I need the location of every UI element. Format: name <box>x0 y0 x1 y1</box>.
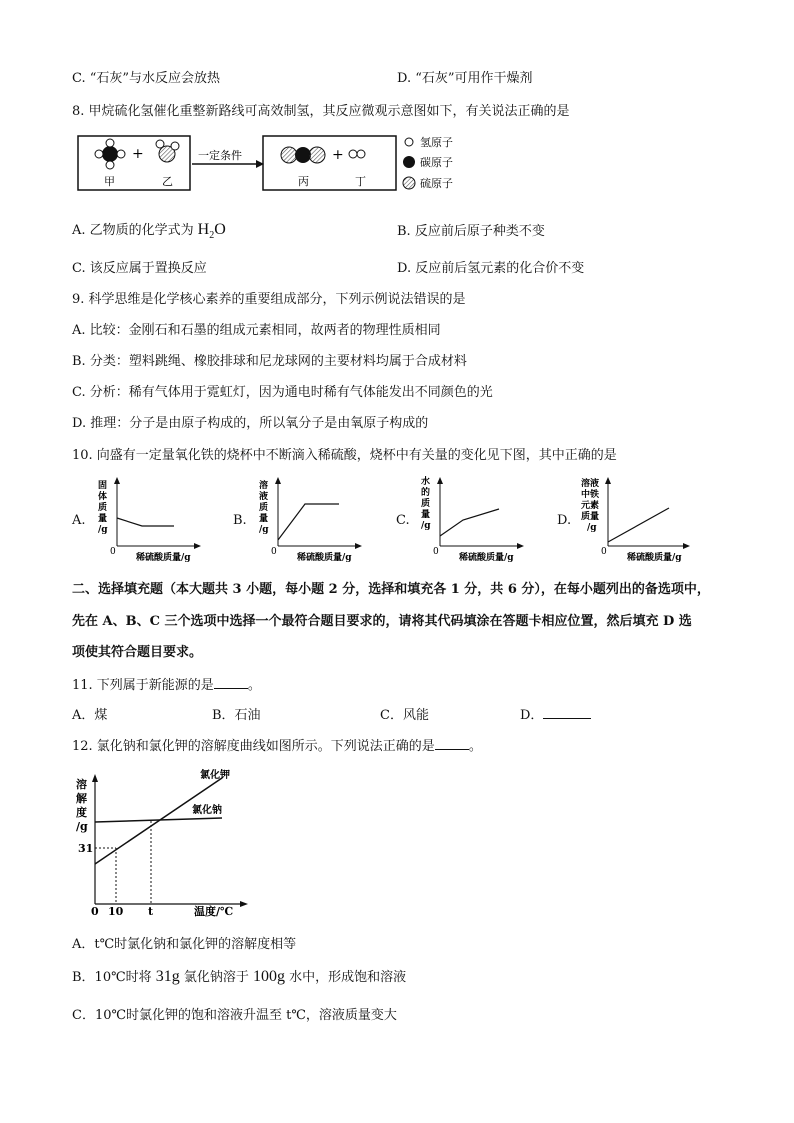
svg-text:体: 体 <box>98 492 108 502</box>
svg-text:质: 质 <box>421 499 431 509</box>
q10-graph-b <box>253 474 373 566</box>
q8-option-d: D. 反应前后氢元素的化合价不变 <box>397 261 585 276</box>
nacl-label: 氯化钠 <box>192 805 222 816</box>
svg-text:水: 水 <box>421 477 431 487</box>
q9-option-b: B. 分类：塑料跳绳、橡胶排球和尼龙球网的主要材料均属于合成材料 <box>72 354 467 369</box>
q7-option-d: D. “石灰”可用作干燥剂 <box>397 71 533 86</box>
legend-carbon-icon <box>403 156 415 168</box>
product-box <box>263 136 396 190</box>
svg-text:稀硫酸质量/g: 稀硫酸质量/g <box>297 553 352 563</box>
q11-option-b: B．石油 <box>212 708 261 723</box>
svg-text:量: 量 <box>259 514 269 524</box>
carbon-disulfide-molecule <box>281 147 325 163</box>
svg-text:/g: /g <box>259 525 269 535</box>
q8-option-c: C. 该反应属于置换反应 <box>72 261 207 276</box>
q10-graph-c <box>415 474 535 566</box>
curve-c <box>440 509 499 536</box>
svg-text:0: 0 <box>271 547 277 557</box>
legend <box>403 135 453 190</box>
svg-text:质: 质 <box>259 503 269 513</box>
svg-text:0: 0 <box>110 547 116 557</box>
svg-text:/g: /g <box>98 525 108 535</box>
q10-graph-a <box>92 474 212 566</box>
svg-text:31: 31 <box>78 842 94 855</box>
q11-option-d-blank <box>543 706 591 719</box>
svg-text:中铁: 中铁 <box>581 490 600 500</box>
q9-stem: 9. 科学思维是化学核心素养的重要组成部分，下列示例说法错误的是 <box>72 292 466 307</box>
plus-sign-1: + <box>132 146 144 162</box>
q12-option-c: C．10℃时氯化钾的饱和溶液升温至 t℃，溶液质量变大 <box>72 1008 397 1023</box>
q12-solubility-graph <box>70 766 250 918</box>
q11-option-c: C．风能 <box>380 708 429 723</box>
svg-text:固: 固 <box>98 481 108 491</box>
plus-sign-2: + <box>332 147 344 163</box>
hydrogen-sulfide-molecule <box>156 140 179 162</box>
q10-stem: 10. 向盛有一定量氧化铁的烧杯中不断滴入稀硫酸，烧杯中有关量的变化见下图，其中正确的是 <box>72 448 617 463</box>
section2-line2: 先在 A、B、C 三个选项中选择一个最符合题目要求的，请将其代码填涂在答题卡相应位置，然后填充 D 选 <box>72 614 692 629</box>
legend-hydrogen-icon <box>405 138 413 146</box>
label-yi: 乙 <box>162 175 173 188</box>
svg-text:元素: 元素 <box>581 501 600 511</box>
curve-b <box>278 504 339 540</box>
svg-text:0: 0 <box>91 905 99 918</box>
svg-text:量: 量 <box>98 514 108 524</box>
section2-line1: 二、选择填充题（本大题共 3 小题，每小题 2 分，选择和填充各 1 分，共 6 分），在每小题列出的备选项中， <box>72 582 710 597</box>
hydrogen-molecule <box>349 150 365 158</box>
svg-text:溶: 溶 <box>259 481 269 491</box>
q10-graph-a-option: A. <box>72 513 86 528</box>
q7-option-c: C. “石灰”与水反应会放热 <box>72 71 221 86</box>
curve-a <box>117 518 174 526</box>
svg-text:溶: 溶 <box>76 778 87 791</box>
q12-option-a: A．t℃时氯化钠和氯化钾的溶解度相等 <box>72 937 297 952</box>
kcl-label: 氯化钾 <box>200 770 230 781</box>
svg-text:温度/℃: 温度/℃ <box>194 905 234 918</box>
q8-reaction-diagram <box>70 128 470 198</box>
q10-graph-d-option: D. <box>557 513 572 528</box>
svg-text:的: 的 <box>421 488 431 498</box>
q9-option-a: A. 比较：金刚石和石墨的组成元素相同，故两者的物理性质相同 <box>72 323 441 338</box>
svg-text:/g: /g <box>76 820 88 833</box>
q9-option-d: D. 推理：分子是由原子构成的，所以氧分子是由氧原子构成的 <box>72 416 429 431</box>
methane-molecule <box>95 139 125 169</box>
q8-option-b: B. 反应前后原子种类不变 <box>397 224 545 239</box>
q11-answer-blank <box>214 676 248 689</box>
q10-graph-d <box>575 474 695 566</box>
q10-graph-b-option: B. <box>233 513 247 528</box>
legend-sulfur-icon <box>403 177 415 189</box>
svg-text:稀硫酸质量/g: 稀硫酸质量/g <box>627 553 682 563</box>
q11-option-d: D． <box>520 704 591 723</box>
legend-sulfur: 硫原子 <box>420 177 453 190</box>
legend-hydrogen: 氢原子 <box>420 136 453 149</box>
q9-option-c: C. 分析：稀有气体用于霓虹灯，因为通电时稀有气体能发出不同颜色的光 <box>72 385 493 400</box>
label-bing: 丙 <box>298 175 309 188</box>
svg-text:质: 质 <box>98 503 108 513</box>
svg-text:度: 度 <box>76 806 87 819</box>
svg-text:/g: /g <box>587 523 597 533</box>
q12-answer-blank <box>435 737 469 750</box>
svg-text:解: 解 <box>76 792 87 805</box>
legend-carbon: 碳原子 <box>420 156 453 169</box>
q8-stem: 8. 甲烷硫化氢催化重整新路线可高效制氢，其反应微观示意图如下，有关说法正确的是 <box>72 104 570 119</box>
svg-text:0: 0 <box>433 547 439 557</box>
svg-text:稀硫酸质量/g: 稀硫酸质量/g <box>459 553 514 563</box>
svg-text:稀硫酸质量/g: 稀硫酸质量/g <box>136 553 191 563</box>
svg-text:液: 液 <box>259 492 269 502</box>
q11-option-a: A．煤 <box>72 708 108 723</box>
label-ding: 丁 <box>355 175 366 188</box>
svg-text:10: 10 <box>108 905 124 918</box>
q12-stem: 12. 氯化钠和氯化钾的溶解度曲线如图所示。下列说法正确的是 。 <box>72 739 482 754</box>
svg-text:/g: /g <box>421 521 431 531</box>
condition-label: 一定条件 <box>198 149 242 162</box>
svg-text:量: 量 <box>421 510 431 520</box>
q8-option-a: A. 乙物质的化学式为 $H_2O$ <box>72 221 226 242</box>
svg-text:溶液: 溶液 <box>581 479 600 489</box>
svg-text:质量: 质量 <box>581 512 600 522</box>
curve-d <box>608 508 669 542</box>
label-jia: 甲 <box>104 175 115 188</box>
svg-text:0: 0 <box>601 547 607 557</box>
q11-stem: 11. 下列属于新能源的是 。 <box>72 678 261 693</box>
svg-text:t: t <box>148 905 154 918</box>
q12-option-b: B．10℃时将 31g 氯化钠溶于 100g 水中，形成饱和溶液 <box>72 968 407 985</box>
section2-line3: 项使其符合题目要求。 <box>72 645 203 660</box>
q10-graph-c-option: C. <box>396 513 410 528</box>
